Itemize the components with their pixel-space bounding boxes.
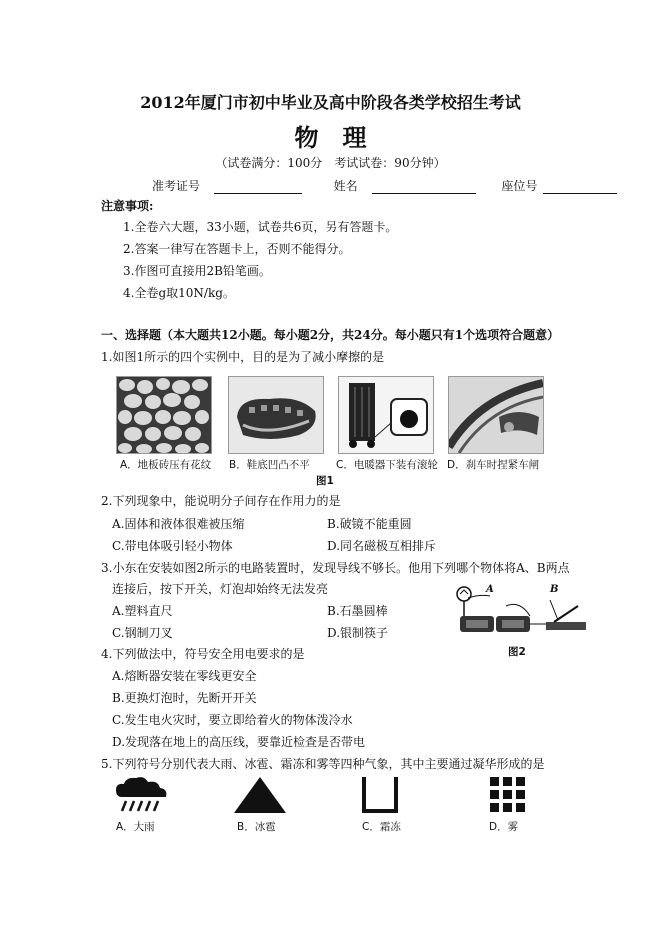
point-a-label: A [486,584,494,595]
figure-1d-brake-image [448,376,544,454]
notice-item: 2.答案一律写在答题卡上，否则不能得分。 [123,242,351,256]
field-exam-number-blank [214,181,302,194]
section-heading: 一、选择题（本大题共12小题。每小题2分，共24分。每小题只有1个选项符合题意） [101,328,560,342]
field-seat-label: 座位号 [501,179,538,193]
question-4-option-b: B.更换灯泡时，先断开开关 [112,691,257,705]
field-name-blank [372,181,476,194]
frost-icon [360,775,400,815]
field-name-label: 姓名 [333,179,358,193]
notice-item: 4.全卷g取10N/kg。 [123,286,235,300]
question-3-option-c: C.钢制刀叉 [112,626,173,640]
exam-title: 2012年厦门市初中毕业及高中阶段各类学校招生考试 [140,93,521,112]
question-3-option-b: B.石墨圆棒 [327,604,388,618]
question-4-option-d: D.发现落在地上的高压线，要靠近检查是否带电 [112,735,366,749]
figure-1c-heater-image [338,376,434,454]
question-2-option-b: B.破镜不能重圆 [327,517,412,531]
question-2-option-c: C.带电体吸引轻小物体 [112,539,233,553]
figure-1a-floor-tile-image [116,376,212,454]
triangle-icon [232,775,288,815]
question-2-option-a: A.固体和液体很难被压缩 [112,517,245,531]
symbol-b-caption: B．冰雹 [237,821,276,833]
question-2-option-d: D.同名磁极互相排斥 [327,539,437,553]
question-4-option-a: A.熔断器安装在零线更安全 [112,669,257,683]
figure-1a-caption: A．地板砖压有花纹 [120,459,212,471]
question-5-stem: 5.下列符号分别代表大雨、冰雹、霜冻和雾等四种气象，其中主要通过凝华形成的是 [101,757,545,771]
fog-symbol [488,775,528,815]
shoe-icon [229,377,323,453]
figure-1b-shoe-sole-image [228,376,324,454]
question-4-stem: 4.下列做法中，符号安全用电要求的是 [101,647,305,661]
symbol-c-caption: C．霜冻 [362,821,401,833]
field-exam-number-label: 准考证号 [152,179,201,193]
figure-2-label: 图2 [508,646,526,658]
notice-heading: 注意事项: [101,199,154,213]
point-b-label: B [550,584,559,595]
rain-cloud-icon [112,775,172,815]
question-3-stem-line1: 3.小东在安装如图2所示的电路装置时，发现导线不够长。他用下列哪个物体将A、B两点 [101,561,570,575]
figure-1b-caption: B．鞋底凹凸不平 [229,459,310,471]
question-3-option-a: A.塑料直尺 [112,604,173,618]
question-1-stem: 1.如图1所示的四个实例中，目的是为了减小摩擦的是 [101,350,385,364]
question-3-option-d: D.银制筷子 [327,626,389,640]
question-2-stem: 2.下列现象中，能说明分子间存在作用力的是 [101,494,341,508]
heavy-rain-symbol [112,775,172,815]
heater-icon [339,377,433,453]
question-4-option-c: C.发生电火灾时，要立即给着火的物体泼冷水 [112,713,353,727]
brake-icon [449,377,543,453]
exam-info: （试卷满分：100分 考试试卷：90分钟） [215,156,446,170]
question-3-stem-line2: 连接后，按下开关，灯泡却始终无法发亮 [112,582,329,596]
frost-symbol [360,775,400,815]
notice-item: 1.全卷六大题，33小题，试卷共6页，另有答题卡。 [123,220,398,234]
fog-grid-icon [488,775,528,815]
figure-2-circuit [450,580,590,640]
symbol-d-caption: D．雾 [489,821,519,833]
symbol-a-caption: A．大雨 [116,821,155,833]
figure-1-label: 图1 [316,475,334,487]
candidate-fields [152,177,617,194]
notice-item: 3.作图可直接用2B铅笔画。 [123,264,271,278]
figure-1c-caption: C．电暖器下装有滚轮 [336,459,438,471]
subject-title: 物 理 [294,123,367,152]
circuit-icon [450,580,590,640]
hail-symbol [232,775,288,815]
floor-pattern-icon [117,377,211,453]
figure-1d-caption: D．刹车时捏紧车闸 [447,459,540,471]
field-seat-blank [543,181,617,194]
